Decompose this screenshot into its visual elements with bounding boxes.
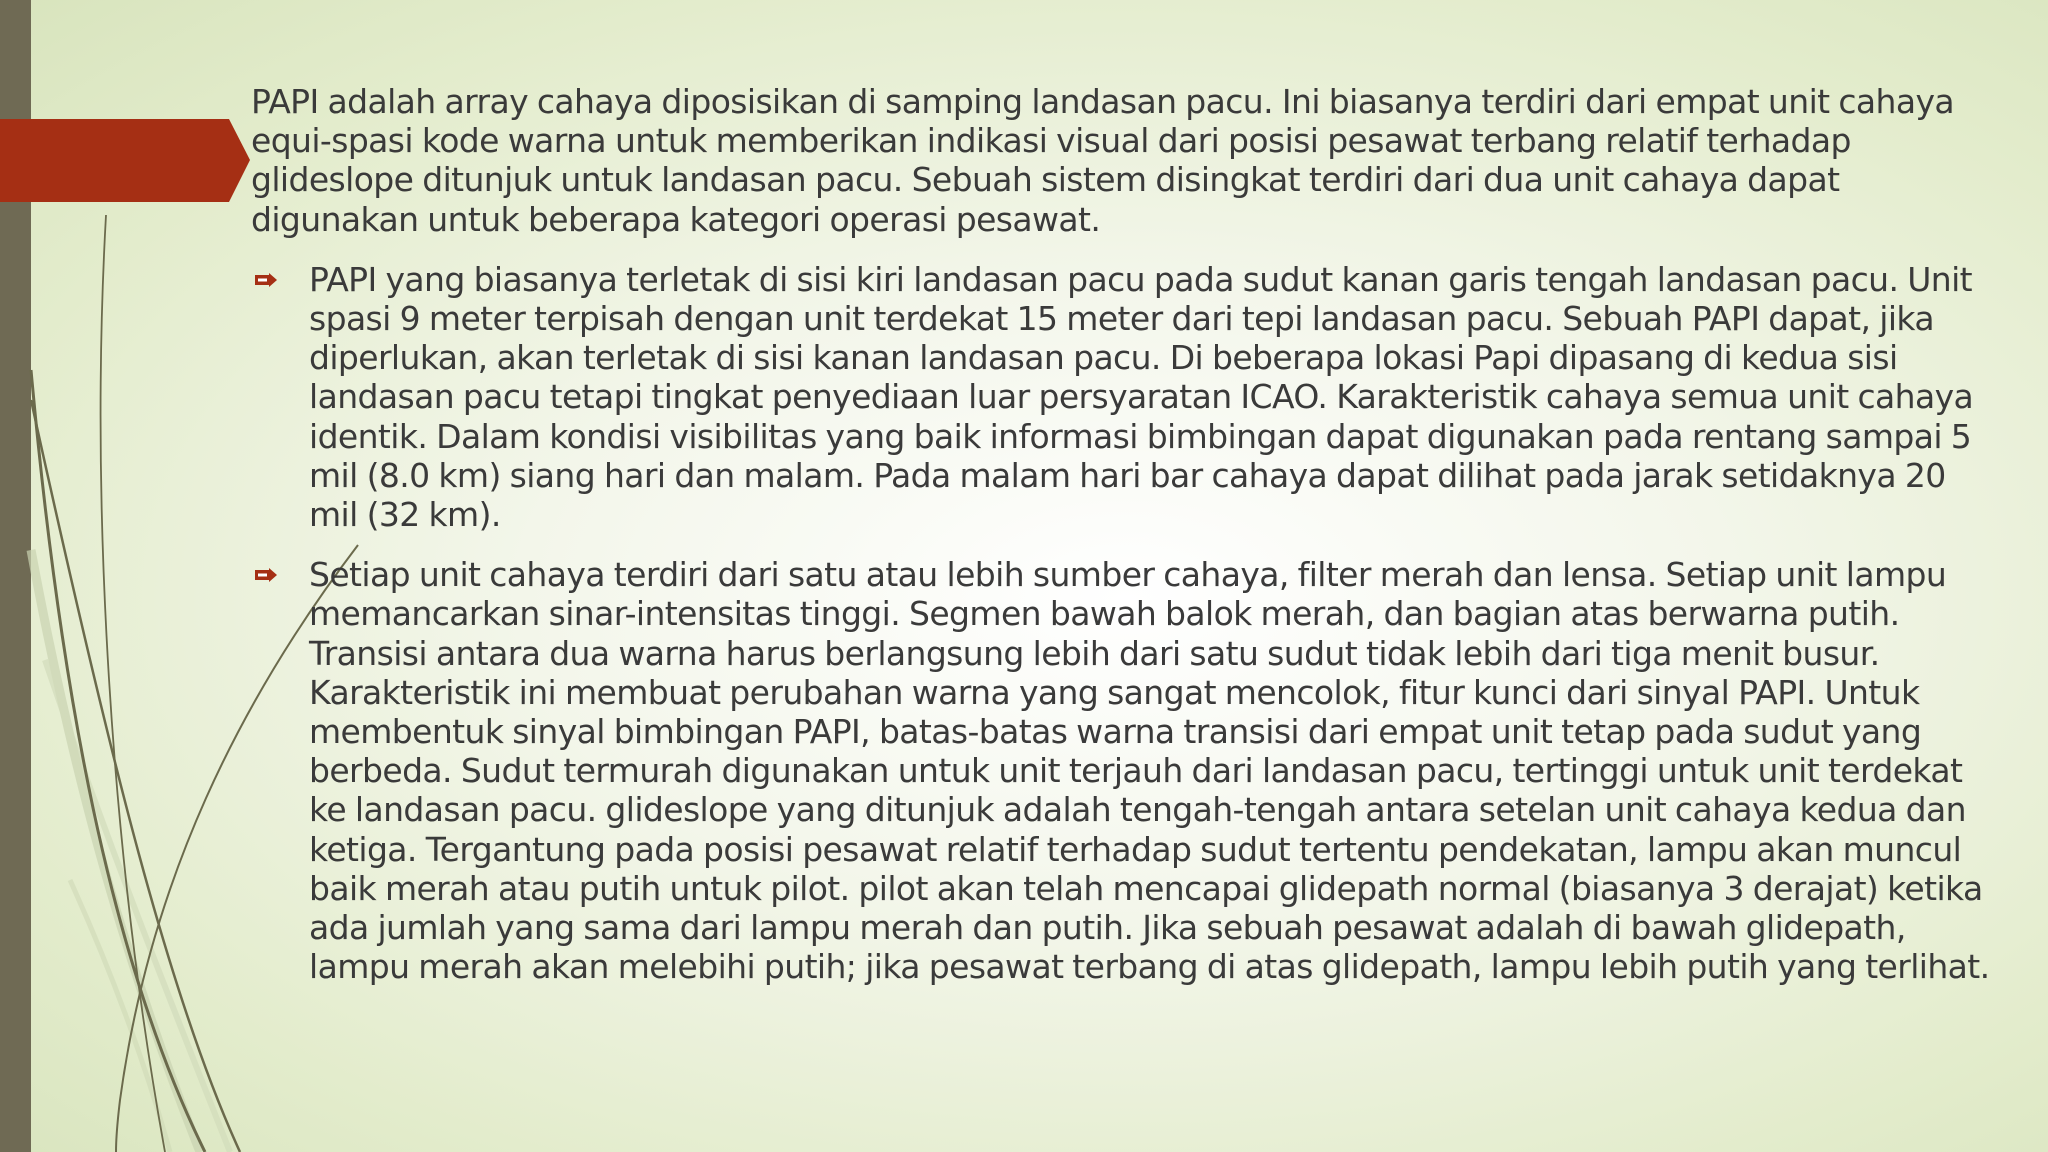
intro-paragraph: PAPI adalah array cahaya diposisikan di samping landasan pacu. Ini biasanya terdiri dari empat unit cahaya equi-spasi kode warna untuk memberikan indikasi visual dari posisi pesawat terbang relatif terhadap glideslope ditunjuk untuk landasan pacu. Sebuah sistem disingkat terdiri dari dua unit cahaya dapat digunakan untuk beberapa kategori operasi pesawat. xyxy=(251,82,1955,239)
arrow-bullet-icon xyxy=(255,273,277,287)
bullet-text: PAPI yang biasanya terletak di sisi kiri landasan pacu pada sudut kanan garis tengah landasan pacu. Unit spasi 9 meter terpisah dengan unit terdekat 15 meter dari tepi landasan pacu. Sebuah PAPI dapat, jika diperlukan, akan terletak di sisi kanan landasan pacu. Di beberapa lokasi Papi dipasang di kedua sisi landasan pacu tetapi tingkat penyediaan luar persyaratan ICAO. Karakteristik cahaya semua unit cahaya identik. Dalam kondisi visibilitas yang baik informasi bimbingan dapat digunakan pada rentang sampai 5 mil (8.0 km) siang hari dan malam. Pada malam hari bar cahaya dapat dilihat pada jarak setidaknya 20 mil (32 km). xyxy=(309,259,1974,535)
decor-curve-dark-1 xyxy=(31,370,205,1152)
arrow-bullet-icon xyxy=(255,568,277,582)
bullet-text: Setiap unit cahaya terdiri dari satu atau lebih sumber cahaya, filter merah dan lensa. Setiap unit lampu memancarkan sinar-intensitas tinggi. Segmen bawah balok merah, dan bagian atas berwarna putih. Transisi antara dua warna harus berlangsung lebih dari satu sudut tidak lebih dari tiga menit busur. Karakteristik ini membuat perubahan warna yang sangat mencolok, fitur kunci dari sinyal PAPI. Untuk membentuk sinyal bimbingan PAPI, batas-batas warna transisi dari empat unit tetap pada sudut yang berbeda. Sudut termurah digunakan untuk unit terjauh dari landasan pacu, tertinggi untuk unit terdekat ke landasan pacu. glideslope yang ditunjuk adalah tengah-tengah antara setelan unit cahaya kedua dan ketiga. Tergantung pada posisi pesawat relatif terhadap sudut tertentu pendekatan, lampu akan muncul baik merah atau putih untuk pilot. pilot akan telah mencapai glidepath normal (biasanya 3 derajat) ketika ada jumlah yang sama dari lampu merah dan putih. Jika sebuah pesawat adalah di bawah glidepath, lampu merah akan melebihi putih; jika pesawat terbang di atas glidepath, lampu lebih putih yang terlihat. xyxy=(309,555,1990,987)
decor-curve-light-2 xyxy=(45,660,230,1152)
bullet-item xyxy=(251,555,1991,986)
bullet-item xyxy=(251,260,1991,534)
bullet-list xyxy=(251,260,1991,987)
red-accent-arrow xyxy=(0,119,250,202)
decor-curve-dark-3 xyxy=(101,215,165,1152)
slide-content xyxy=(251,82,1991,986)
